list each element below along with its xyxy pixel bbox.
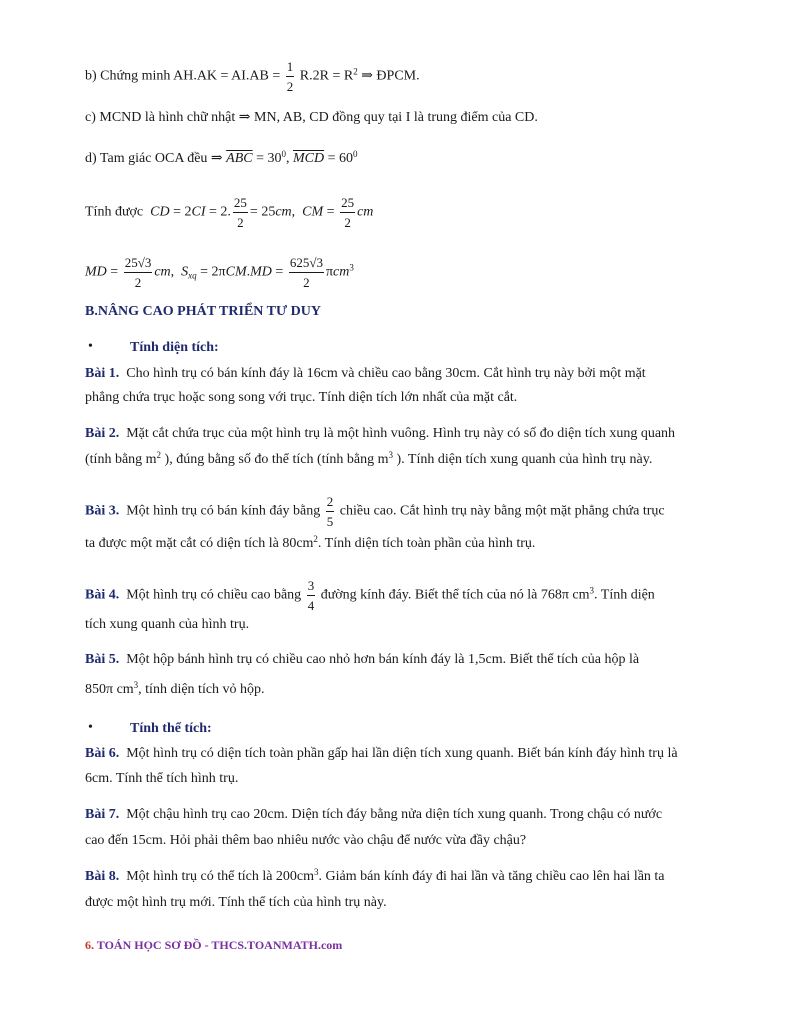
- line-d-text: d) Tam giác OCA đều ⇒: [85, 151, 223, 166]
- problem-3-line-2: ta được một mặt cắt có diện tích là $80cm^2$. Tính diện tích toàn phần của hình trụ.: [85, 534, 536, 551]
- problem-1-label: Bài 1.: [85, 366, 120, 381]
- problem-2-line-2: (tính bằng $m^2$ ), đúng bằng số đo thể tích (tính bằng $m^3$ ). Tính diện tích xung quanh của hình trụ này.: [85, 450, 653, 467]
- problem-8-line-1: Bài 8. Một hình trụ có thể tích là $200cm^3$. Giảm bán kính đáy đi hai lần và tăng chiều cao lên hai lần ta: [85, 867, 665, 884]
- line-tinh-duoc: Tính được CD = 2CI = 2. $\frac{25}{2}$ = 25cm, CM = $\frac{25}{2}$ cm: [85, 195, 374, 230]
- group-title-volume: Tính thể tích:: [130, 721, 212, 736]
- line-c: c) MCND là hình chữ nhật ⇒ MN, AB, CD đồng quy tại I là trung điểm của CD.: [85, 110, 538, 125]
- page-footer: 6. TOÁN HỌC SƠ ĐỒ - THCS.TOANMATH.com: [85, 938, 343, 952]
- problem-5-label: Bài 5.: [85, 652, 120, 667]
- line-b-tail: R.2R = R: [299, 68, 354, 84]
- problem-7-text-1: Một chậu hình trụ cao 20cm. Diện tích đáy bằng nửa diện tích xung quanh. Trong chậu có nước: [126, 807, 663, 822]
- problem-3-text-2a: ta được một mặt cắt có diện tích là 80cm: [85, 536, 314, 551]
- problem-4-line-2: tích xung quanh của hình trụ.: [85, 617, 250, 632]
- fraction-three-quarters: $\frac{3}{4}$: [307, 578, 315, 613]
- problem-3-text-1b: chiều cao. Cắt hình trụ này bằng một mặt phẳng chứa trục: [339, 503, 665, 519]
- problem-6-line-2: 6cm. Tính thể tích hình trụ.: [85, 771, 239, 786]
- footer-text: TOÁN HỌC SƠ ĐỒ - THCS.TOANMATH.com: [96, 938, 343, 952]
- line-tinh-label: Tính được: [85, 204, 144, 220]
- bullet-icon: •: [88, 720, 93, 735]
- problem-5-line-2: 850π $cm^3$, tính diện tích vỏ hộp.: [85, 680, 265, 697]
- problem-8-line-2: được một hình trụ mới. Tính thể tích của hình trụ này.: [85, 895, 387, 910]
- problem-7-line-2: cao đến 15cm. Hỏi phải thêm bao nhiêu nước vào chậu để nước vừa đầy chậu?: [85, 833, 527, 848]
- problem-6-line-1: [85, 745, 678, 763]
- problem-4-line-1: Bài 4. Một hình trụ có chiều cao bằng $\frac{3}{4}$ đường kính đáy. Biết thể tích của nó là 768π $cm^3$. Tính diện: [85, 578, 655, 613]
- problem-2-line-1: [85, 425, 675, 443]
- group-title-area: Tính diện tích:: [130, 340, 219, 355]
- problem-8-text-1b: . Giảm bán kính đáy đi hai lần và tăng chiều cao lên hai lần ta: [318, 869, 665, 884]
- section-title: B.NÂNG CAO PHÁT TRIỂN TƯ DUY: [85, 304, 321, 319]
- problem-1-line-1: [85, 365, 646, 383]
- fraction-two-fifths: $\frac{2}{5}$: [326, 494, 334, 529]
- line-b: b) Chứng minh AH.AK = AI.AB = $\frac{1}{2}$ $R.2R = R^2$ ⇒ ĐPCM.: [85, 59, 420, 94]
- problem-5-text-2b: , tính diện tích vỏ hộp.: [138, 682, 265, 697]
- line-b-text: b) Chứng minh AH.AK = AI.AB =: [85, 68, 281, 84]
- problem-4-text-1b: đường kính đáy. Biết thể tích của nó là 768π cm: [320, 587, 590, 603]
- problem-5-line-1: [85, 651, 639, 669]
- problem-4-text-1a: Một hình trụ có chiều cao bằng: [126, 587, 302, 603]
- problem-2-text-1: Mặt cắt chứa trục của một hình trụ là một hình vuông. Hình trụ này có số đo diện tích xung quanh: [126, 426, 676, 441]
- problem-1-line-2: phẳng chứa trục hoặc song song với trục. Tính diện tích lớn nhất của mặt cắt.: [85, 390, 518, 405]
- problem-3-label: Bài 3.: [85, 503, 120, 519]
- page-number: 6: [85, 938, 91, 952]
- problem-6-text-1: Một hình trụ có diện tích toàn phần gấp hai lần diện tích xung quanh. Biết bán kính đáy hình trụ là: [126, 746, 678, 761]
- problem-1-text-1: Cho hình trụ có bán kính đáy là 16cm và chiều cao bằng 30cm. Cắt hình trụ này bởi một mặt: [126, 366, 646, 381]
- line-md-sxq: MD = $\frac{25√3}{2}$ cm, $S_{xq} = 2\pi CM.MD$ = $\frac{625√3}{2}$ πcm$^3$: [85, 255, 354, 290]
- problem-2-label: Bài 2.: [85, 426, 120, 441]
- problem-7-line-1: [85, 806, 662, 824]
- problem-3-text-2b: . Tính diện tích toàn phần của hình trụ.: [317, 536, 536, 551]
- bullet-icon: •: [88, 339, 93, 354]
- problem-5-text-2a: 850π cm: [85, 682, 134, 697]
- problem-2-text-2a: (tính bằng m: [85, 452, 157, 467]
- line-d: d) Tam giác OCA đều ⇒ $\overline{ABC} = 30^0$, $\overline{MCD} = 60^0$: [85, 149, 358, 166]
- problem-3-text-1a: Một hình trụ có bán kính đáy bằng: [126, 503, 321, 519]
- problem-2-text-2c: ). Tính diện tích xung quanh của hình trụ này.: [396, 452, 653, 467]
- problem-8-text-1a: Một hình trụ có thể tích là 200cm: [126, 869, 315, 884]
- problem-5-text-1: Một hộp bánh hình trụ có chiều cao nhỏ hơn bán kính đáy là 1,5cm. Biết thể tích của hộp là: [126, 652, 640, 667]
- line-b-tail2: ⇒ ĐPCM.: [361, 68, 420, 84]
- problem-2-text-2b: ), đúng bằng số đo thể tích (tính bằng m: [164, 452, 389, 467]
- problem-6-label: Bài 6.: [85, 746, 120, 761]
- problem-8-label: Bài 8.: [85, 869, 120, 884]
- fraction-half: $\frac{1}{2}$: [286, 59, 294, 94]
- problem-7-label: Bài 7.: [85, 807, 120, 822]
- problem-4-label: Bài 4.: [85, 587, 120, 603]
- problem-3-line-1: [85, 495, 665, 528]
- problem-4-text-1c: . Tính diện: [594, 587, 655, 603]
